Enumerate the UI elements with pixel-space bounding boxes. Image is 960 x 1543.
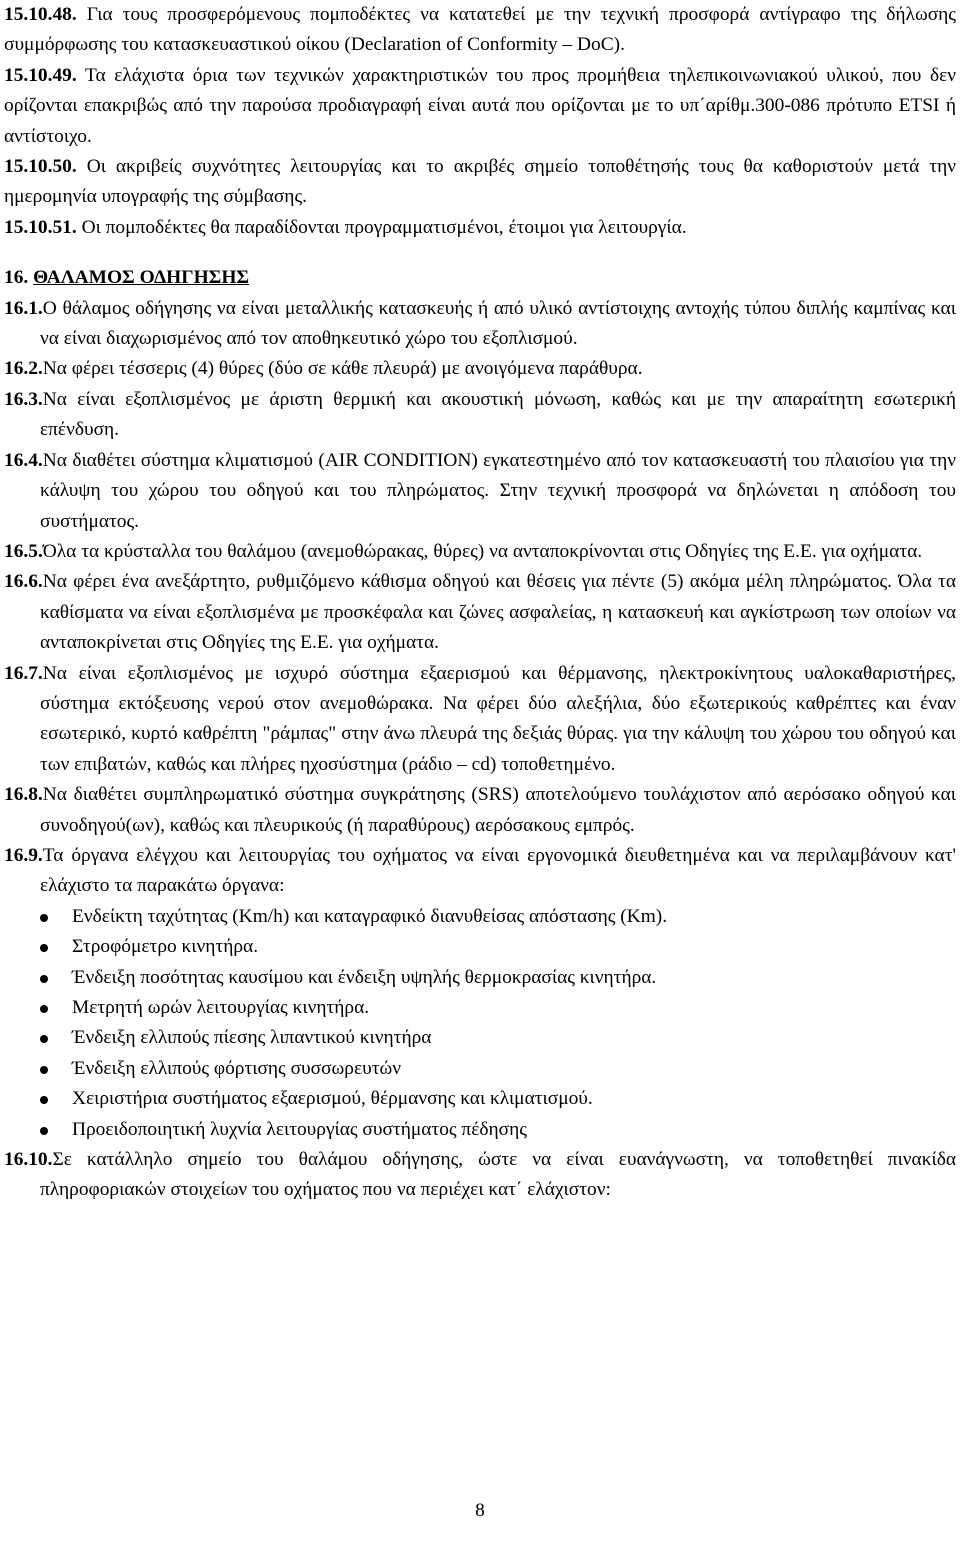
item-number: 15.10.48. — [4, 4, 77, 25]
bullet-icon — [40, 1035, 48, 1043]
list-item — [40, 1023, 956, 1053]
item-text: Οι πομποδέκτες θα παραδίδονται προγραμματισμένοι, έτοιμοι για λειτουργία. — [81, 216, 687, 238]
bullet-icon — [40, 944, 48, 952]
list-item — [40, 1084, 956, 1114]
paragraph-16-4 — [4, 446, 956, 537]
paragraph-15-10-51 — [4, 213, 956, 243]
list-item-text: Προειδοποιητική λυχνία λειτουργίας συστήματος πέδησης — [72, 1118, 527, 1140]
list-item — [40, 1115, 956, 1145]
item-text: Να είναι εξοπλισμένος με άριστη θερμική και ακουστική μόνωση, καθώς και με την απαραίτητη εσωτερική επένδυση. — [40, 388, 956, 441]
list-item — [40, 993, 956, 1023]
paragraph-16-7 — [4, 659, 956, 781]
item-text: Να είναι εξοπλισμένος με ισχυρό σύστημα εξαερισμού και θέρμανσης, ηλεκτροκίνητους υαλοκαθαριστήρες, σύστημα εκτόξευσης νερού στον ανεμοθώρακα. Να φέρει δύο αλεξήλια, δύο εξωτερικούς καθρέπτες και έναν εσωτερικό, κυρτό καθρέπτη "ράμπας" στην άνω πλευρά της δεξιάς θύρας. για την κάλυψη του χώρου του οδηγού και των επιβατών, καθώς και πλήρες ηχοσύστημα (ράδιο – cd) τοποθετημένο. — [40, 662, 956, 775]
list-item-text: Ένδειξη ελλιπούς φόρτισης συσσωρευτών — [72, 1057, 402, 1079]
paragraph-15-10-48 — [4, 0, 956, 61]
bullet-icon — [40, 1066, 48, 1074]
item-number: 16.6. — [4, 571, 43, 593]
item-text: Οι ακριβείς συχνότητες λειτουργίας και το ακριβές σημείο τοποθέτησής τους θα καθοριστούν μετά την ημερομηνία υπογραφής της σύμβασης. — [4, 156, 956, 208]
paragraph-16-5 — [4, 537, 956, 567]
page-number: 8 — [475, 1500, 485, 1521]
list-item-text: Ενδείκτη ταχύτητας (Km/h) και καταγραφικό διανυθείσας απόστασης (Km). — [72, 905, 668, 927]
paragraph-16-10 — [4, 1145, 956, 1206]
list-item-text: Μετρητή ωρών λειτουργίας κινητήρα. — [72, 997, 370, 1018]
item-number: 16.10. — [4, 1149, 53, 1171]
section-number: 16. — [4, 267, 29, 289]
item-number: 16.5. — [4, 540, 43, 562]
item-text: Για τους προσφερόμενους πομποδέκτες να κατατεθεί με την τεχνική προσφορά αντίγραφο της δήλωσης συμμόρφωσης του κατασκευαστικού οίκου (Declaration of Conformity – DoC). — [4, 4, 956, 56]
item-number: 16.9. — [4, 844, 43, 866]
paragraph-16-6 — [4, 567, 956, 658]
list-item-text: Ένδειξη ποσότητας καυσίμου και ένδειξη υψηλής θερμοκρασίας κινητήρα. — [72, 966, 657, 988]
paragraph-15-10-49 — [4, 61, 956, 152]
paragraph-16-2 — [4, 354, 956, 384]
spacer — [4, 243, 956, 263]
item-number: 16.3. — [4, 388, 43, 410]
item-text: Τα ελάχιστα όρια των τεχνικών χαρακτηριστικών του προς προμήθεια τηλεπικοινωνιακού υλικού, που δεν ορίζονται επακριβώς από την παρούσα προδιαγραφή είναι αυτά που ορίζονται με το υπ΄αρίθμ.300-086 πρότυπο ETSI ή αντίστοιχο. — [4, 64, 956, 147]
item-text: Να φέρει τέσσερις (4) θύρες (δύο σε κάθε πλευρά) με ανοιγόμενα παράθυρα. — [42, 358, 643, 380]
item-text: Τα όργανα ελέγχου και λειτουργίας του οχήματος να είναι εργονομικά διευθετημένα και να περιλαμβάνουν κατ' ελάχιστο τα παρακάτω όργανα: — [40, 844, 956, 897]
paragraph-16-3 — [4, 385, 956, 446]
item-text: Όλα τα κρύσταλλα του θαλάμου (ανεμοθώρακας, θύρες) να ανταποκρίνονται στις Οδηγίες της Ε.Ε. για οχήματα. — [42, 540, 923, 562]
section-heading — [4, 263, 956, 293]
list-item-text: Στροφόμετρο κινητήρα. — [72, 936, 259, 958]
item-text: Σε κατάλληλο σημείο του θαλάμου οδήγησης, ώστε να είναι ευανάγνωστη, να τοποθετηθεί πινακίδα πληροφοριακών στοιχείων του οχήματος που να περιέχει κατ΄ ελάχιστον: — [40, 1149, 956, 1201]
bullet-icon — [40, 1127, 48, 1135]
bullet-icon — [40, 1096, 48, 1104]
item-text: Να διαθέτει σύστημα κλιματισμού (AIR CONDITION) εγκατεστημένο από τον κατασκευαστή του πλαισίου για την κάλυψη του χώρου του οδηγού και του πληρώματος. Στην τεχνική προσφορά να δηλώνεται η απόδοση του συστήματος. — [40, 449, 956, 532]
item-number: 16.2. — [4, 358, 43, 380]
paragraph-16-9 — [4, 841, 956, 902]
list-item — [40, 932, 956, 962]
item-text: Να διαθέτει συμπληρωματικό σύστημα συγκράτησης (SRS) αποτελούμενο τουλάχιστον από αερόσακο οδηγού και συνοδηγού(ων), καθώς και πλευρικούς (ή παραθύρους) αερόσακους εμπρός. — [40, 784, 956, 836]
item-number: 16.7. — [4, 662, 43, 684]
item-number: 16.8. — [4, 784, 43, 806]
list-item — [40, 902, 956, 932]
paragraph-16-8 — [4, 780, 956, 841]
section-title: ΘΑΛΑΜΟΣ ΟΔΗΓΗΣΗΣ — [33, 267, 250, 289]
bullet-icon — [40, 1005, 48, 1013]
bullet-icon — [40, 975, 48, 983]
item-number: 16.1. — [4, 297, 43, 319]
paragraph-15-10-50 — [4, 152, 956, 213]
item-text: Να φέρει ένα ανεξάρτητο, ρυθμιζόμενο κάθισμα οδηγού και θέσεις για πέντε (5) ακόμα μέλη πληρώματος. Όλα τα καθίσματα να είναι εξοπλισμένα με προσκέφαλα και ζώνες ασφαλείας, η κατασκευή και αγκίστρωση των οποίων να ανταποκρίνεται στις Οδηγίες της Ε.Ε. για οχήματα. — [40, 571, 956, 654]
list-item — [40, 963, 956, 993]
bullet-icon — [40, 914, 48, 922]
item-number: 16.4. — [4, 449, 43, 471]
paragraph-16-1 — [4, 294, 956, 355]
list-item-text: Ένδειξη ελλιπούς πίεσης λιπαντικού κινητήρα — [72, 1027, 432, 1049]
list-item-text: Χειριστήρια συστήματος εξαερισμού, θέρμανσης και κλιματισμού. — [72, 1088, 593, 1110]
list-item — [40, 1054, 956, 1084]
item-number: 15.10.51. — [4, 216, 77, 238]
instrument-list — [4, 902, 956, 1145]
item-text: Ο θάλαμος οδήγησης να είναι μεταλλικής κατασκευής ή από υλικό αντίστοιχης αντοχής τύπου διπλής καμπίνας και να είναι διαχωρισμένος από τον αποθηκευτικό χώρο του εξοπλισμού. — [40, 297, 956, 350]
item-number: 15.10.49. — [4, 64, 77, 86]
item-number: 15.10.50. — [4, 156, 77, 178]
